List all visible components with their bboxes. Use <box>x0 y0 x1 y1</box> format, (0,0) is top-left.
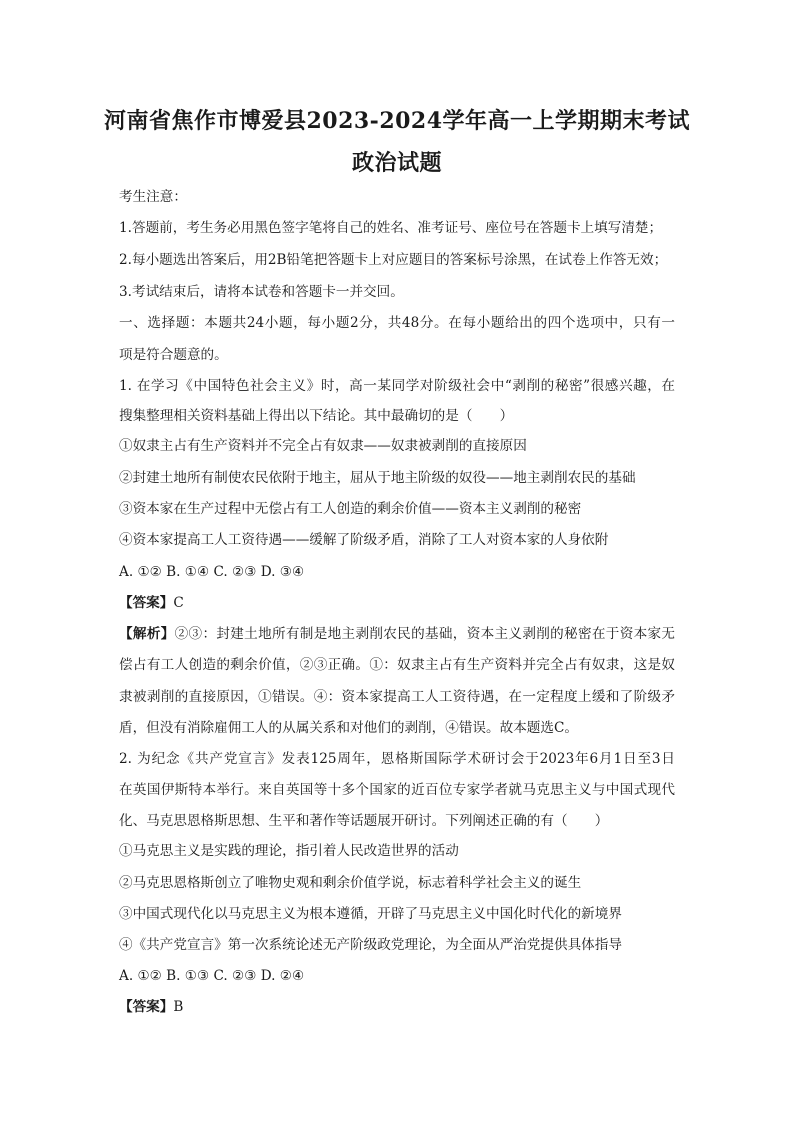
answer-value: B <box>173 999 184 1015</box>
analysis-label: 【解析】 <box>119 626 175 642</box>
q1-item: ③资本家在生产过程中无偿占有工人创造的剩余价值——资本主义剥削的秘密 <box>119 501 582 517</box>
q1-analysis-line: 偿占有工人创造的剩余价值，②③正确。①：奴隶主占有生产资料并完全占有奴隶，这是奴 <box>119 657 675 673</box>
notice-item: 3.考试结束后，请将本试卷和答题卡一并交回。 <box>119 284 404 300</box>
answer-label: 【答案】 <box>119 999 174 1015</box>
q1-analysis-line: 盾，但没有消除雇佣工人的从属关系和对他们的剥削，④错误。故本题选C。 <box>119 720 578 736</box>
q1-options: A. ①② B. ①④ C. ②③ D. ③④ <box>119 564 305 580</box>
q2-stem-line: 化、马克思恩格斯思想、生平和著作等话题展开研讨。下列阐述正确的有（ ） <box>119 813 609 829</box>
q1-analysis-line: 隶被剥削的直接原因，①错误。④：资本家提高工人工资待遇，在一定程度上缓和了阶级矛 <box>119 689 675 705</box>
analysis-text: ②③：封建土地所有制是地主剥削农民的基础，资本主义剥削的秘密在于资本家无 <box>174 626 676 642</box>
section-heading-line: 一、选择题：本题共24小题，每小题2分，共48分。在每小题给出的四个选项中，只有一 <box>119 315 675 331</box>
section-heading-line: 项是符合题意的。 <box>119 347 228 363</box>
q2-stem-line: 2. 为纪念《共产党宣言》发表125周年，恩格斯国际学术研讨会于2023年6月1日至3日 <box>119 751 675 767</box>
q2-options: A. ①② B. ①③ C. ②③ D. ②④ <box>119 968 305 984</box>
q1-stem-line: 1. 在学习《中国特色社会主义》时，高一某同学对阶级社会中“剥削的秘密”很感兴趣，在 <box>119 378 675 394</box>
notice-item: 1.答题前，考生务必用黑色签字笔将自己的姓名、准考证号、座位号在答题卡上填写清楚； <box>119 220 663 236</box>
q2-item: ④《共产党宣言》第一次系统论述无产阶级政党理论，为全面从严治党提供具体指导 <box>119 937 622 953</box>
notice-heading: 考生注意： <box>119 189 187 205</box>
answer-value: C <box>173 595 184 611</box>
q1-item: ④资本家提高工人工资待遇——缓解了阶级矛盾，消除了工人对资本家的人身依附 <box>119 532 609 548</box>
q2-item: ②马克思恩格斯创立了唯物史观和剩余价值学说，标志着科学社会主义的诞生 <box>119 875 582 891</box>
q2-item: ①马克思主义是实践的理论，指引着人民改造世界的活动 <box>119 843 459 859</box>
answer-label: 【答案】 <box>119 595 174 611</box>
q1-item: ①奴隶主占有生产资料并不完全占有奴隶——奴隶被剥削的直接原因 <box>119 438 527 454</box>
exam-title: 河南省焦作市博爱县2023-2024学年高一上学期期末考试 <box>103 108 691 134</box>
exam-subtitle: 政治试题 <box>351 150 442 176</box>
q1-answer <box>119 593 184 613</box>
q1-analysis-line <box>119 624 675 644</box>
q2-answer <box>119 997 183 1017</box>
q1-item: ②封建土地所有制使农民依附于地主，屈从于地主阶级的奴役——地主剥削农民的基础 <box>119 470 636 486</box>
q2-stem-line: 在英国伊斯特本举行。来自英国等十多个国家的近百位专家学者就马克思主义与中国式现代 <box>119 782 675 798</box>
q2-item: ③中国式现代化以马克思主义为根本遵循，开辟了马克思主义中国化时代化的新境界 <box>119 906 622 922</box>
q1-stem-line: 搜集整理相关资料基础上得出以下结论。其中最确切的是（ ） <box>119 408 514 424</box>
notice-item: 2.每小题选出答案后，用2B铅笔把答题卡上对应题目的答案标号涂黑，在试卷上作答无效； <box>119 252 668 268</box>
